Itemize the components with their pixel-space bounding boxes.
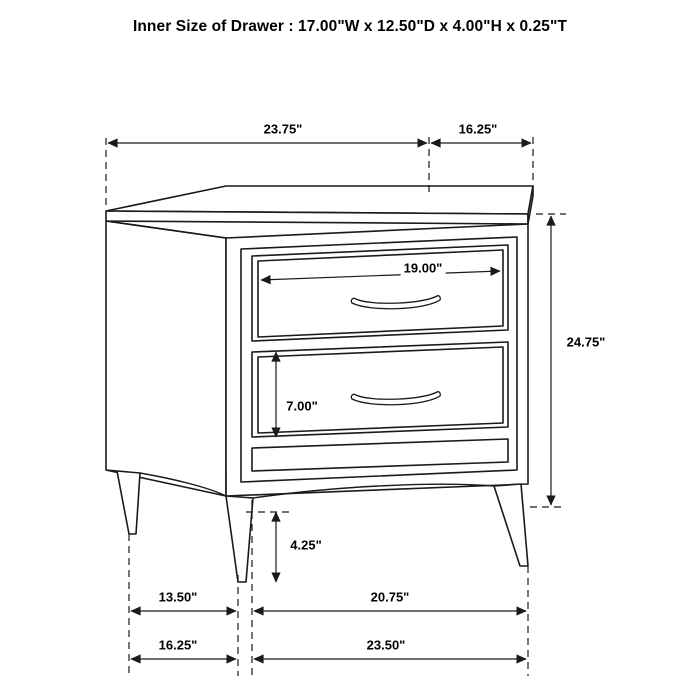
dimension-label-top-left-width: 23.75" <box>261 122 306 137</box>
dimension-label-base-left-depth: 13.50" <box>156 590 201 605</box>
page-title: Inner Size of Drawer : 17.00"W x 12.50"D x 4.00"H x 0.25"T <box>132 18 568 35</box>
dimension-label-drawer-height: 7.00" <box>283 399 320 414</box>
extension-lines-right <box>530 214 566 507</box>
top-front-edge <box>106 211 528 224</box>
dimension-label-leg-height: 4.25" <box>287 538 324 553</box>
dimension-label-foot-left-depth: 16.25" <box>156 638 201 653</box>
dimension-label-overall-height: 24.75" <box>564 335 609 350</box>
dimension-label-top-right-width: 16.25" <box>456 122 501 137</box>
apron-left-end <box>106 470 117 471</box>
dimension-label-drawer-inner-width: 19.00" <box>401 261 446 276</box>
leg-back-left <box>117 471 140 534</box>
dimension-label-base-front-width: 20.75" <box>368 590 413 605</box>
nightstand-body <box>106 186 533 582</box>
dimension-label-foot-front-width: 23.50" <box>364 638 409 653</box>
top-surface <box>106 186 533 214</box>
left-side-panel <box>106 221 226 496</box>
leg-front-left <box>226 496 253 582</box>
leg-front-right <box>494 484 528 566</box>
